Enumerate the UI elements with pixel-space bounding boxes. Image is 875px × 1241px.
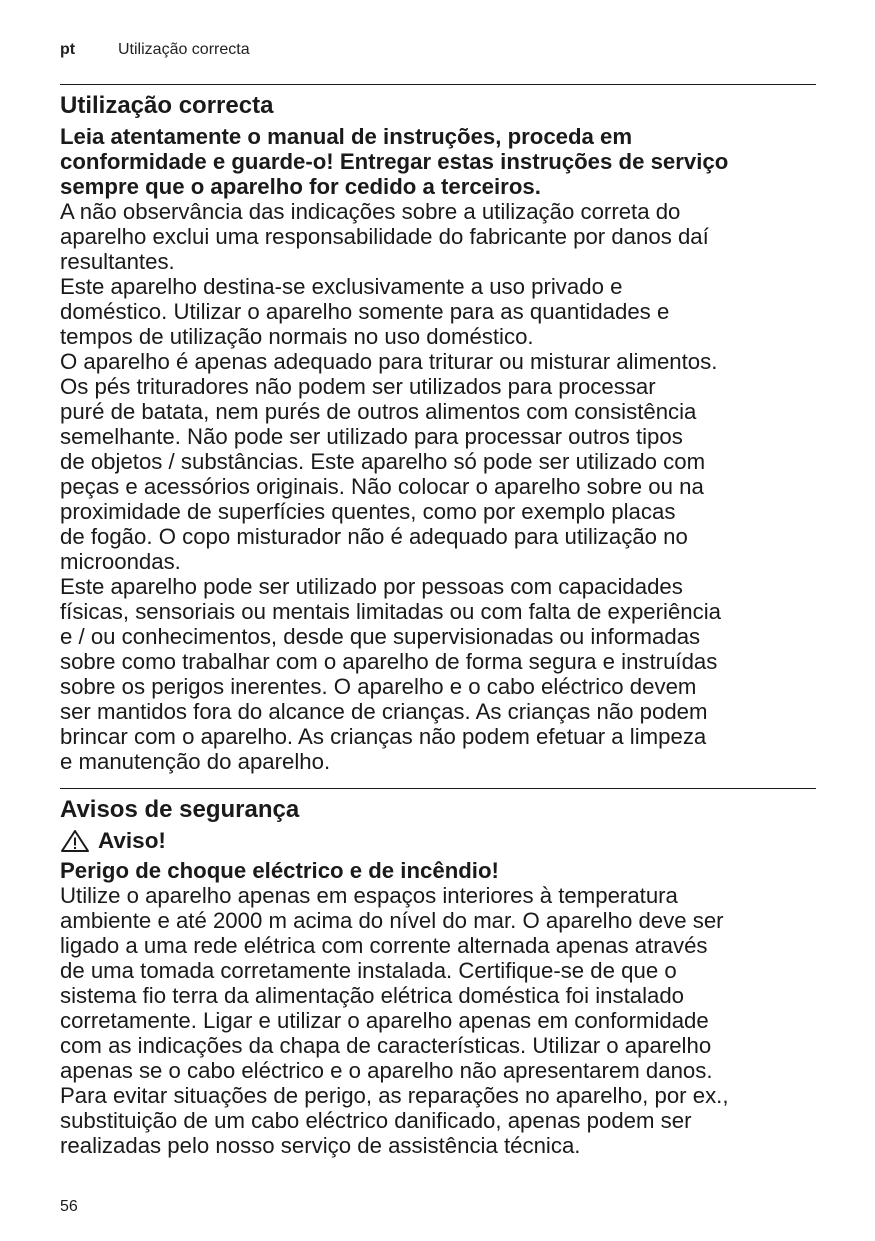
body-line: Os pés trituradores não podem ser utilizados para processar (60, 374, 656, 399)
body-line: corretamente. Ligar e utilizar o aparelho apenas em conformidade (60, 1008, 709, 1033)
body-line: e manutenção do aparelho. (60, 749, 331, 774)
body-line: brincar com o aparelho. As crianças não podem efetuar a limpeza (60, 724, 707, 749)
body-line: e / ou conhecimentos, desde que supervisionadas ou informadas (60, 624, 701, 649)
body-line: microondas. (60, 549, 181, 574)
section-divider (60, 788, 816, 789)
body-line: substituição de um cabo eléctrico danificado, apenas podem ser (60, 1108, 692, 1133)
body-line: Para evitar situações de perigo, as reparações no aparelho, por ex., (60, 1083, 729, 1108)
intro-bold-line: Leia atentamente o manual de instruções, proceda em (60, 124, 633, 149)
body-line: sobre os perigos inerentes. O aparelho e o cabo eléctrico devem (60, 674, 697, 699)
body-line: tempos de utilização normais no uso doméstico. (60, 324, 534, 349)
warning-label: Aviso! (98, 828, 166, 853)
body-line: resultantes. (60, 249, 175, 274)
body-line: doméstico. Utilizar o aparelho somente para as quantidades e (60, 299, 670, 324)
body-line: O aparelho é apenas adequado para triturar ou misturar alimentos. (60, 349, 718, 374)
section-divider (60, 84, 816, 85)
warning-triangle-icon (60, 829, 90, 853)
body-line: Utilize o aparelho apenas em espaços interiores à temperatura (60, 883, 678, 908)
body-line: de uma tomada corretamente instalada. Certifique-se de que o (60, 958, 677, 983)
body-line: aparelho exclui uma responsabilidade do fabricante por danos daí (60, 224, 709, 249)
running-title: Utilização correcta (118, 41, 250, 58)
body-line: Este aparelho pode ser utilizado por pessoas com capacidades (60, 574, 683, 599)
body-line: A não observância das indicações sobre a utilização correta do (60, 199, 681, 224)
hazard-heading: Perigo de choque eléctrico e de incêndio! (60, 858, 499, 883)
language-code: pt (60, 41, 76, 58)
section-body-avisos (60, 858, 830, 1158)
section-title-avisos: Avisos de segurança (60, 796, 300, 823)
body-line: peças e acessórios originais. Não colocar o aparelho sobre ou na (60, 474, 704, 499)
body-line: semelhante. Não pode ser utilizado para processar outros tipos (60, 424, 683, 449)
section-body-utilizacao (60, 124, 830, 774)
body-line: ambiente e até 2000 m acima do nível do mar. O aparelho deve ser (60, 908, 724, 933)
running-header (60, 41, 250, 59)
warning-heading (60, 828, 166, 854)
body-line: com as indicações da chapa de características. Utilizar o aparelho (60, 1033, 712, 1058)
body-line: puré de batata, nem purés de outros alimentos com consistência (60, 399, 697, 424)
body-line: de objetos / substâncias. Este aparelho só pode ser utilizado com (60, 449, 706, 474)
body-line: de fogão. O copo misturador não é adequado para utilização no (60, 524, 688, 549)
body-line: físicas, sensoriais ou mentais limitadas ou com falta de experiência (60, 599, 722, 624)
body-line: realizadas pelo nosso serviço de assistência técnica. (60, 1133, 581, 1158)
intro-bold-line: conformidade e guarde-o! Entregar estas instruções de serviço (60, 149, 729, 174)
page-number: 56 (60, 1198, 78, 1215)
body-line: apenas se o cabo eléctrico e o aparelho não apresentarem danos. (60, 1058, 713, 1083)
section-title-utilizacao: Utilização correcta (60, 92, 274, 119)
body-line: proximidade de superfícies quentes, como por exemplo placas (60, 499, 676, 524)
body-line: ligado a uma rede elétrica com corrente alternada apenas através (60, 933, 708, 958)
body-line: sistema fio terra da alimentação elétrica doméstica foi instalado (60, 983, 685, 1008)
body-line: sobre como trabalhar com o aparelho de forma segura e instruídas (60, 649, 718, 674)
body-line: ser mantidos fora do alcance de crianças. As crianças não podem (60, 699, 708, 724)
intro-bold-line: sempre que o aparelho for cedido a terceiros. (60, 174, 541, 199)
body-line: Este aparelho destina-se exclusivamente a uso privado e (60, 274, 623, 299)
